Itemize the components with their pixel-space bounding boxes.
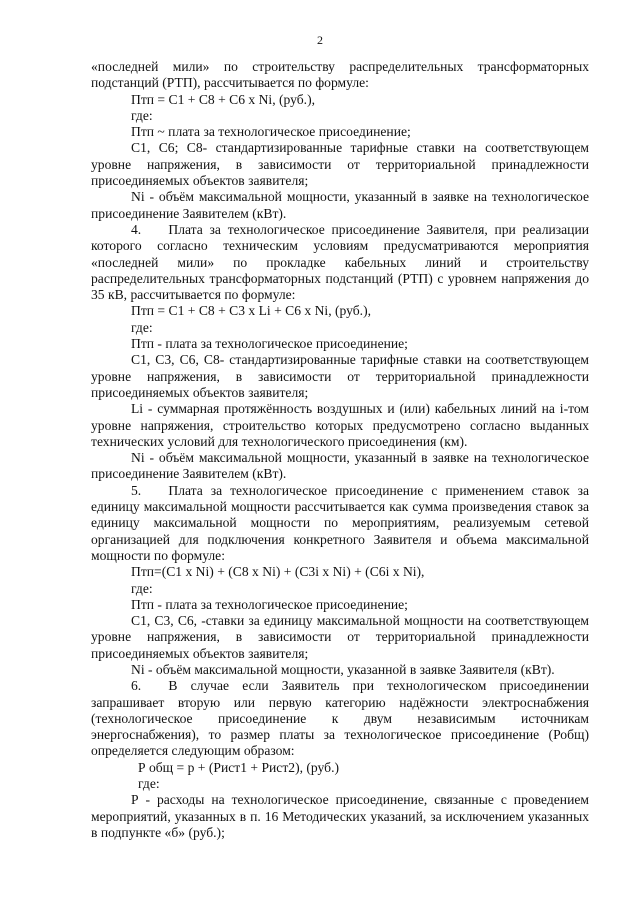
definition: С1, С3, С6, -ставки за единицу максимальной мощности на соответствующем уровне напряжения, в зависимости от территориальной принадлежности присоединяемых объектов заявителя; bbox=[91, 613, 589, 661]
document-body bbox=[91, 59, 589, 841]
formula-2: Птп = С1 + С8 + С3 х Li + С6 х Ni, (руб.), bbox=[131, 303, 372, 319]
definition: Птп - плата за технологическое присоединение; bbox=[131, 596, 408, 612]
definition: Ni - объём максимальной мощности, указанный в заявке на технологическое присоединение Заявителем (кВт). bbox=[91, 189, 589, 221]
definition: С1, С3, С6, С8- стандартизированные тарифные ставки на соответствующем уровне напряжения, в зависимости от территориальной принадлежности присоединяемых объектов заявителя; bbox=[91, 352, 589, 400]
paragraph-4: 4. Плата за технологическое присоединение Заявителя, при реализации которого согласно техническим условиям предусматриваются мероприятия «последней мили» по прокладке кабельных линий и строительству распределительных трансформаторных подстанций (РТП) с уровнем напряжения до 35 кВ, рассчитывается по формуле: bbox=[91, 221, 589, 303]
where-label: где: bbox=[131, 107, 153, 123]
definition: Птп - плата за технологическое присоединение; bbox=[131, 336, 408, 352]
definition: С1, С6; С8- стандартизированные тарифные ставки на соответствующем уровне напряжения, в зависимости от территориальной принадлежности присоединяемых объектов заявителя; bbox=[91, 140, 589, 189]
where-label: где: bbox=[131, 319, 153, 335]
definition: Ni - объём максимальной мощности, указанной в заявке Заявителя (кВт). bbox=[131, 661, 555, 677]
definition: Р - расходы на технологическое присоединение, связанные с проведением мероприятий, указанных в п. 16 Методических указаний, за исключением указанных в подпункте «б» (руб.); bbox=[91, 792, 589, 840]
paragraph-rtp-continuation: «последней мили» по строительству распределительных трансформаторных подстанций (РТП), рассчитывается по формуле: bbox=[91, 59, 589, 91]
definition: Ni - объём максимальной мощности, указанный в заявке на технологическое присоединение Заявителем (кВт). bbox=[91, 450, 589, 482]
definition: Li - суммарная протяжённость воздушных и (или) кабельных линий на i-том уровне напряжения, строительство которых предусмотрено согласно выданных технических условий для технологического присоединения (км). bbox=[91, 401, 589, 449]
formula-4: Р общ = р + (Рист1 + Рист2), (руб.) bbox=[138, 759, 339, 775]
formula-1: Птп = С1 + С8 + С6 х Ni, (руб.), bbox=[131, 91, 316, 107]
where-label: где: bbox=[131, 580, 153, 596]
formula-3: Птп=(С1 х Ni) + (С8 х Ni) + (С3i х Ni) + (С6i х Ni), bbox=[131, 564, 425, 580]
definition: Птп ~ плата за технологическое присоединение; bbox=[131, 124, 411, 140]
paragraph-6: 6. В случае если Заявитель при технологическом присоединении запрашивает вторую или первую категорию надёжности электроснабжения (технологическое присоединение к двум независимым источникам энергоснабжения), то размер платы за технологическое присоединение (Робщ) определяется следующим образом: bbox=[91, 678, 589, 759]
paragraph-5: 5. Плата за технологическое присоединение с применением ставок за единицу максимальной мощности рассчитывается как сумма произведения ставок за единицу максимальной мощности по мероприятиям, реализуемым сетевой организацией для подключения конкретного Заявителя и объема максимальной мощности по формуле: bbox=[91, 482, 589, 563]
where-label: где: bbox=[138, 776, 160, 792]
page-number: 2 bbox=[317, 33, 323, 47]
